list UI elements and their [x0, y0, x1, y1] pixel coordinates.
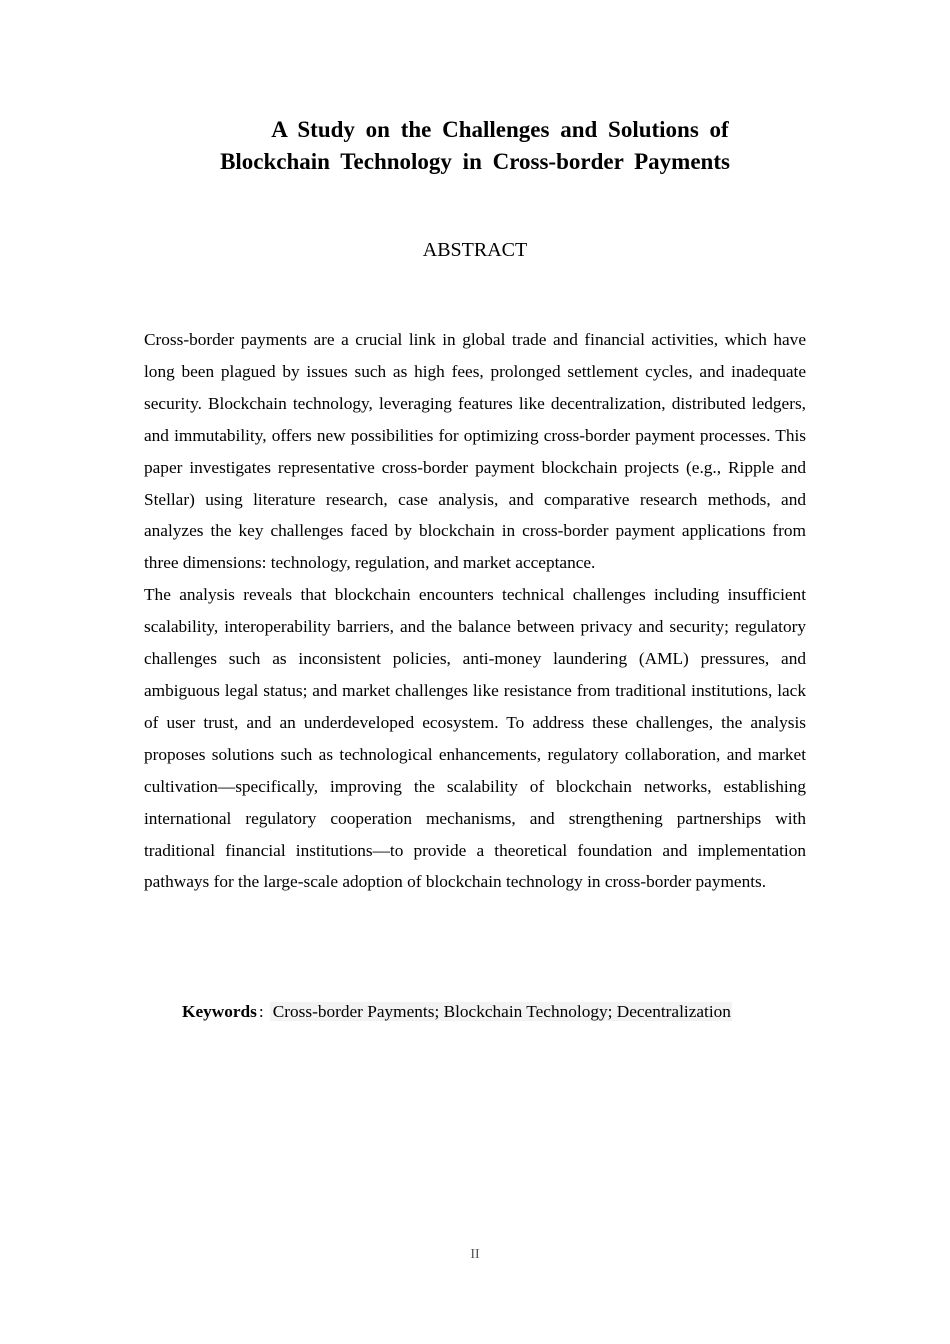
paper-title-line-1: A Study on the Challenges and Solutions of — [271, 117, 729, 142]
keywords-label: Keywords — [182, 1002, 257, 1021]
keywords-line — [182, 999, 732, 1025]
abstract-body — [144, 324, 806, 898]
keywords-separator: : — [258, 1002, 264, 1021]
page-number: II — [470, 1247, 480, 1262]
paper-title — [144, 114, 806, 178]
abstract-heading: ABSTRACT — [422, 239, 528, 261]
abstract-paragraph-1: Cross-border payments are a crucial link in global trade and financial activities, which have long been plagued by issues such as high fees, prolonged settlement cycles, and inadequate security. Blockchain technology, leveraging features like decentralization, distributed ledgers, and immutability, offers new possibilities for optimizing cross-border payment processes. This paper investigates representative cross-border payment blockchain projects (e.g., Ripple and Stellar) using literature research, case analysis, and comparative research methods, and analyzes the key challenges faced by blockchain in cross-border payment applications from three dimensions: technology, regulation, and market acceptance. — [144, 330, 806, 573]
paper-title-line-2: Blockchain Technology in Cross-border Payments — [220, 149, 730, 174]
abstract-paragraph-2: The analysis reveals that blockchain encounters technical challenges including insufficient scalability, interoperability barriers, and the balance between privacy and security; regulatory challenges such as inconsistent policies, anti-money laundering (AML) pressures, and ambiguous legal status; and market challenges like resistance from traditional institutions, lack of user trust, and an underdeveloped ecosystem. To address these challenges, the analysis proposes solutions such as technological enhancements, regulatory collaboration, and market cultivation—specifically, improving the scalability of blockchain networks, establishing international regulatory cooperation mechanisms, and strengthening partnerships with traditional financial institutions—to provide a theoretical foundation and implementation pathways for the large-scale adoption of blockchain technology in cross-border payments. — [144, 585, 806, 892]
keywords-values: Cross-border Payments; Blockchain Technology; Decentralization — [270, 1002, 732, 1021]
